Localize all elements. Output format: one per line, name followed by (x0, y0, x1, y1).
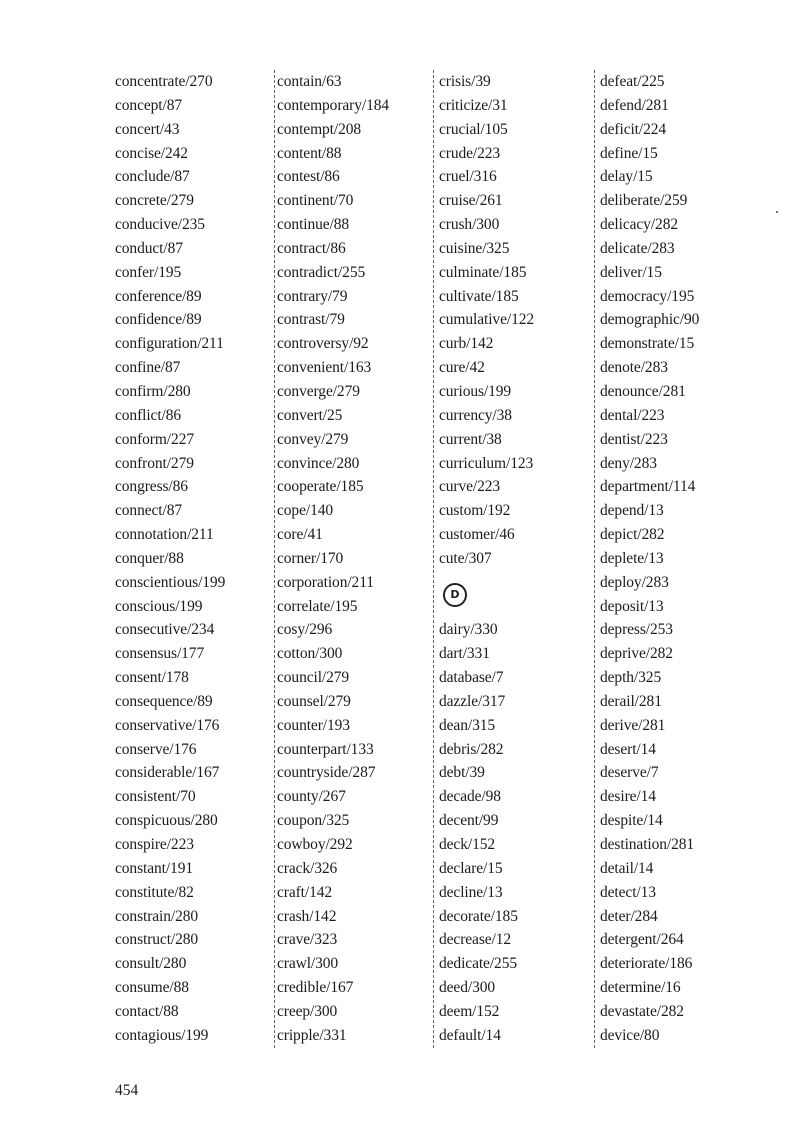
index-entry: customer/46 (439, 526, 515, 544)
index-entry: criticize/31 (439, 96, 508, 114)
index-entry: deserve/7 (600, 764, 659, 782)
index-entry: connotation/211 (115, 526, 214, 544)
index-entry: delay/15 (600, 168, 653, 186)
index-entry: curb/142 (439, 335, 494, 353)
index-entry: depict/282 (600, 526, 665, 544)
index-entry: contract/86 (277, 239, 346, 257)
index-entry: demonstrate/15 (600, 335, 695, 353)
index-entry: delicate/283 (600, 239, 675, 257)
index-entry: craft/142 (277, 883, 333, 901)
index-entry: delicacy/282 (600, 216, 678, 234)
index-entry: deprive/282 (600, 645, 673, 663)
index-entry: database/7 (439, 669, 504, 687)
index-entry: detail/14 (600, 859, 654, 877)
index-entry: conference/89 (115, 287, 202, 305)
index-entry: deliver/15 (600, 263, 662, 281)
index-entry: deploy/283 (600, 573, 669, 591)
index-entry: conspicuous/280 (115, 812, 218, 830)
index-entry: consensus/177 (115, 645, 205, 663)
index-entry: dart/331 (439, 645, 490, 663)
index-entry: crawl/300 (277, 955, 339, 973)
index-entry: cultivate/185 (439, 287, 519, 305)
index-entry: dentist/223 (600, 430, 668, 448)
index-entry: dazzle/317 (439, 692, 506, 710)
index-entry: concept/87 (115, 96, 183, 114)
index-entry: cosy/296 (277, 621, 333, 639)
index-entry: crush/300 (439, 216, 500, 234)
index-entry: deck/152 (439, 836, 496, 853)
index-entry: connect/87 (115, 502, 183, 520)
index-entry: crash/142 (277, 907, 337, 925)
page-number: 454 (115, 1082, 139, 1099)
index-entry: deliberate/259 (600, 192, 688, 210)
index-entry: default/14 (439, 1026, 501, 1044)
index-entry: counter/193 (277, 716, 350, 734)
index-entry: curve/223 (439, 478, 501, 496)
index-entry: continent/70 (277, 192, 354, 210)
index-entry: depend/13 (600, 502, 664, 520)
index-entry: decade/98 (439, 788, 501, 806)
index-entry: devastate/282 (600, 1002, 684, 1020)
index-entry: conservative/176 (115, 716, 220, 734)
index-column-3 (433, 70, 599, 1048)
index-entry: denote/283 (600, 359, 668, 377)
index-entry: confirm/280 (115, 382, 191, 400)
letter-d-section-icon: D (443, 583, 467, 607)
index-entry: conquer/88 (115, 549, 184, 567)
index-entry: crave/323 (277, 931, 338, 949)
index-entry: considerable/167 (115, 764, 220, 782)
index-entry: constant/191 (115, 859, 194, 877)
index-entry: debris/282 (439, 740, 504, 758)
index-entry: dairy/330 (439, 621, 498, 639)
index-entry: contrast/79 (277, 311, 345, 329)
index-entry: desert/14 (600, 740, 656, 758)
index-entry: convince/280 (277, 454, 360, 472)
index-entry: consequence/89 (115, 692, 213, 710)
index-entry: confront/279 (115, 454, 194, 472)
index-entry: defeat/225 (600, 73, 665, 90)
index-entry: conflict/86 (115, 406, 182, 424)
index-entry: configuration/211 (115, 335, 224, 353)
index-entry: desire/14 (600, 788, 656, 806)
index-entry: deteriorate/186 (600, 955, 693, 973)
index-entry: council/279 (277, 669, 350, 687)
index-entry: determine/16 (600, 979, 681, 997)
index-entry: cure/42 (439, 359, 485, 377)
index-entry: contemporary/184 (277, 96, 390, 114)
index-entry: deter/284 (600, 907, 658, 925)
index-entry: deplete/13 (600, 549, 664, 567)
index-entry: convert/25 (277, 406, 343, 424)
index-entry: conduct/87 (115, 239, 183, 257)
index-entry: contact/88 (115, 1002, 179, 1020)
index-entry: continue/88 (277, 216, 350, 234)
index-entry: convey/279 (277, 430, 349, 448)
index-entry: contradict/255 (277, 263, 366, 281)
index-entry: derail/281 (600, 692, 662, 710)
index-entry: content/88 (277, 144, 342, 162)
index-entry: demographic/90 (600, 311, 700, 329)
index-entry: corner/170 (277, 549, 344, 567)
index-entry: core/41 (277, 526, 323, 544)
index-entry: consecutive/234 (115, 621, 215, 639)
index-entry: current/38 (439, 430, 502, 448)
index-entry: department/114 (600, 478, 696, 496)
index-entry: converge/279 (277, 382, 360, 400)
section-d-marker (439, 571, 599, 619)
index-entry: denounce/281 (600, 382, 686, 400)
index-entry: conscientious/199 (115, 573, 226, 591)
index-entry: cuisine/325 (439, 239, 510, 257)
index-entry: conserve/176 (115, 740, 197, 758)
index-entry: debt/39 (439, 764, 485, 782)
index-entry: consult/280 (115, 955, 187, 973)
index-entry: conducive/235 (115, 216, 205, 234)
index-entry: depress/253 (600, 621, 673, 639)
index-entry: decline/13 (439, 883, 503, 901)
index-entry: consent/178 (115, 669, 189, 687)
index-entry: credible/167 (277, 979, 354, 997)
index-entry: cotton/300 (277, 645, 343, 663)
index-entry: deed/300 (439, 979, 496, 997)
index-entry: curriculum/123 (439, 454, 534, 472)
index-column-1 (115, 70, 275, 1048)
index-entry: culminate/185 (439, 263, 527, 281)
index-entry: congress/86 (115, 478, 188, 496)
index-entry: custom/192 (439, 502, 511, 520)
index-entry: concentrate/270 (115, 73, 213, 90)
index-entry: detect/13 (600, 883, 656, 901)
index-column-4 (594, 70, 760, 1048)
index-entry: deem/152 (439, 1002, 500, 1020)
index-entry: deficit/224 (600, 120, 667, 138)
index-entry: detergent/264 (600, 931, 684, 949)
index-entry: confidence/89 (115, 311, 202, 329)
index-entry: consistent/70 (115, 788, 196, 806)
index-entry: cumulative/122 (439, 311, 535, 329)
index-entry: contest/86 (277, 168, 340, 186)
index-entry: declare/15 (439, 859, 503, 877)
index-entry: curious/199 (439, 382, 512, 400)
index-entry: depth/325 (600, 669, 662, 687)
index-entry: cowboy/292 (277, 836, 353, 853)
index-entry: consume/88 (115, 979, 189, 997)
index-entry: creep/300 (277, 1002, 338, 1020)
index-entry: derive/281 (600, 716, 666, 734)
index-entry: deny/283 (600, 454, 657, 472)
index-entry: coupon/325 (277, 812, 350, 830)
index-entry: controversy/92 (277, 335, 369, 353)
index-entry: constrain/280 (115, 907, 199, 925)
index-entry: confer/195 (115, 263, 182, 281)
index-column-2 (274, 70, 437, 1048)
index-entry: decent/99 (439, 812, 499, 830)
index-entry: county/267 (277, 788, 346, 806)
index-entry: crude/223 (439, 144, 501, 162)
index-entry: dedicate/255 (439, 955, 517, 973)
index-entry: cruel/316 (439, 168, 497, 186)
index-entry: correlate/195 (277, 597, 358, 615)
index-entry: counsel/279 (277, 692, 351, 710)
index-entry: deposit/13 (600, 597, 664, 615)
index-entry: currency/38 (439, 406, 512, 424)
index-entry: crucial/105 (439, 120, 508, 138)
index-entry: defend/281 (600, 96, 669, 114)
index-entry: crisis/39 (439, 73, 491, 90)
index-entry: contagious/199 (115, 1026, 209, 1044)
index-entry: dean/315 (439, 716, 496, 734)
index-entry: conspire/223 (115, 836, 194, 853)
index-entry: concert/43 (115, 120, 180, 138)
index-entry: countryside/287 (277, 764, 376, 782)
index-entry: define/15 (600, 144, 658, 162)
index-entry: conclude/87 (115, 168, 190, 186)
index-entry: cooperate/185 (277, 478, 364, 496)
index-entry: cripple/331 (277, 1026, 347, 1044)
index-entry: concise/242 (115, 144, 188, 162)
index-entry: construct/280 (115, 931, 199, 949)
index-entry: confine/87 (115, 359, 181, 377)
index-entry: corporation/211 (277, 573, 374, 591)
index-entry: despite/14 (600, 812, 663, 830)
index-entry: conform/227 (115, 430, 194, 448)
index-entry: constitute/82 (115, 883, 194, 901)
index-entry: counterpart/133 (277, 740, 374, 758)
index-entry: cute/307 (439, 549, 492, 567)
index-entry: decrease/12 (439, 931, 512, 949)
index-entry: convenient/163 (277, 359, 372, 377)
index-entry: decorate/185 (439, 907, 518, 925)
index-entry: contain/63 (277, 73, 342, 90)
index-entry: conscious/199 (115, 597, 203, 615)
index-entry: destination/281 (600, 836, 695, 853)
stray-dot (776, 211, 778, 213)
index-entry: concrete/279 (115, 192, 194, 210)
index-entry: cruise/261 (439, 192, 503, 210)
index-entry: dental/223 (600, 406, 665, 424)
index-entry: democracy/195 (600, 287, 695, 305)
index-entry: device/80 (600, 1026, 660, 1044)
index-entry: contempt/208 (277, 120, 362, 138)
index-entry: crack/326 (277, 859, 338, 877)
index-entry: cope/140 (277, 502, 334, 520)
index-entry: contrary/79 (277, 287, 348, 305)
